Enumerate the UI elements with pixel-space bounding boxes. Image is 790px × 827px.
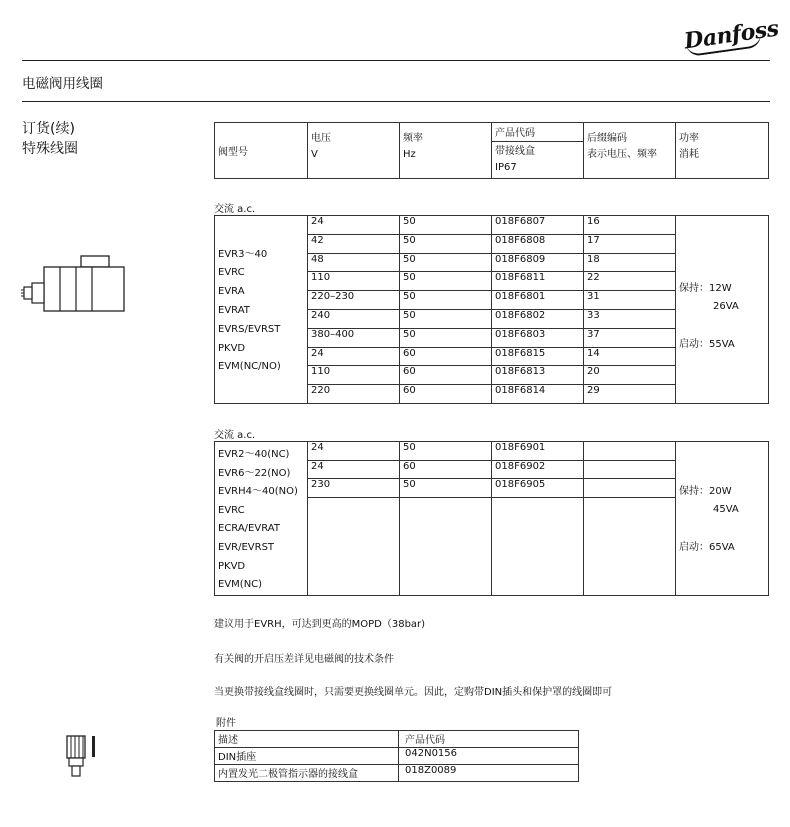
frequency-cell: 60 [400,460,492,479]
code-cell: 018F6803 [492,328,584,347]
valve-model: EVRC [218,504,245,516]
frequency-cell: 50 [400,272,492,291]
frequency-cell: 50 [400,479,492,498]
table2-caption: 交流 a.c. [214,430,256,441]
suffix-cell [584,479,676,498]
suffix-cell: 18 [584,253,676,272]
acc-row-desc: 内置发光二极管指示器的接线盒 [215,765,399,782]
voltage-cell [308,497,400,595]
suffix-cell: 31 [584,291,676,310]
frequency-cell [400,497,492,595]
voltage-cell: 42 [308,234,400,253]
suffix-cell [584,497,676,595]
valve-model: PKVD [218,342,246,354]
voltage-cell: 24 [308,216,400,235]
voltage-cell: 48 [308,253,400,272]
note-1: 建议用于EVRH，可达到更高的MOPD（38bar) [214,619,426,630]
power-hold-va: 45VA [713,504,739,515]
valve-model: EVR3～40 [218,248,268,260]
valve-model: PKVD [218,560,246,572]
frequency-cell: 50 [400,216,492,235]
table-row [215,216,769,235]
valve-model: EVRAT [218,305,250,317]
voltage-cell: 24 [308,347,400,366]
voltage-cell: 220–230 [308,291,400,310]
valve-model: EVM(NC/NO) [218,361,281,373]
valve-list [215,216,308,404]
code-cell: 018F6811 [492,272,584,291]
suffix-cell: 20 [584,366,676,385]
hdr-power: 功率 消耗 [676,123,769,179]
acc-row-code: 042N0156 [399,748,579,765]
voltage-cell: 24 [308,442,400,461]
hdr-code: 产品代码 带接线盒 IP67 [492,123,584,179]
valve-model: EVR/EVRST [218,541,275,553]
side-title [22,119,78,159]
suffix-cell: 16 [584,216,676,235]
suffix-cell: 33 [584,309,676,328]
suffix-cell [584,442,676,461]
note-3: 当更换带接线盒线圈时，只需要更换线圈单元。因此，定购带DIN插头和保护罩的线圈即可 [214,687,613,698]
frequency-cell: 50 [400,328,492,347]
code-cell: 018F6902 [492,460,584,479]
code-cell: 018F6802 [492,309,584,328]
frequency-cell: 60 [400,385,492,404]
valve-model: EVM(NC) [218,579,263,591]
title-rule [22,101,770,102]
frequency-cell: 60 [400,366,492,385]
frequency-cell: 50 [400,253,492,272]
acc-row-desc: DIN插座 [215,748,399,765]
code-cell: 018F6901 [492,442,584,461]
valve-model: EVRC [218,267,245,279]
code-cell: 018F6808 [492,234,584,253]
voltage-cell: 110 [308,366,400,385]
coil-table-1 [214,215,769,404]
side-title-line-1: 订货(续) [22,121,75,137]
valve-model: EVRA [218,286,245,298]
power-hold-va: 26VA [713,301,739,312]
hdr-voltage: 电压 V [308,123,400,179]
acc-hdr-code: 产品代码 [399,731,579,748]
power-cell [676,216,769,404]
valve-model: EVRH4～40(NO) [218,486,298,498]
din-plug-icon [64,733,100,779]
suffix-cell: 37 [584,328,676,347]
danfoss-logo: Danfoss [682,15,781,55]
table-row [215,442,769,461]
power-start: 启动：55VA [679,339,735,350]
frequency-cell: 60 [400,347,492,366]
top-rule [22,60,770,61]
valve-list [215,442,308,596]
frequency-cell: 50 [400,309,492,328]
frequency-cell: 50 [400,234,492,253]
hdr-frequency: 频率 Hz [400,123,492,179]
valve-model: EVR6～22(NO) [218,467,291,479]
code-cell: 018F6905 [492,479,584,498]
code-cell: 018F6807 [492,216,584,235]
suffix-cell: 17 [584,234,676,253]
coil-icon [18,253,128,315]
valve-model: EVRS/EVRST [218,323,281,335]
coil-table-2 [214,441,769,596]
side-title-line-2: 特殊线圈 [22,141,78,157]
frequency-cell: 50 [400,442,492,461]
valve-model: EVR2～40(NC) [218,449,290,460]
power-hold: 保持：20W [679,486,732,497]
accessories-caption: 附件 [216,718,236,729]
voltage-cell: 24 [308,460,400,479]
voltage-cell: 380–400 [308,328,400,347]
acc-row-code: 018Z0089 [399,765,579,782]
note-2: 有关阀的开启压差详见电磁阀的技术条件 [214,654,394,665]
code-cell: 018F6813 [492,366,584,385]
hdr-suffix: 后缀编码 表示电压、频率 [584,123,676,179]
page-title: 电磁阀用线圈 [22,76,103,92]
code-cell: 018F6815 [492,347,584,366]
acc-hdr-desc: 描述 [215,731,399,748]
accessories-table [214,730,579,782]
frequency-cell: 50 [400,291,492,310]
power-start: 启动：65VA [679,542,735,553]
header-table [214,122,769,179]
voltage-cell: 240 [308,309,400,328]
hdr-valve-type: 阀型号 [215,123,308,179]
table1-caption: 交流 a.c. [214,204,256,215]
code-cell: 018F6814 [492,385,584,404]
voltage-cell: 230 [308,479,400,498]
valve-model: ECRA/EVRAT [218,523,280,535]
power-cell [676,442,769,596]
voltage-cell: 220 [308,385,400,404]
code-cell [492,497,584,595]
power-hold: 保持：12W [679,283,732,294]
voltage-cell: 110 [308,272,400,291]
suffix-cell [584,460,676,479]
suffix-cell: 22 [584,272,676,291]
suffix-cell: 14 [584,347,676,366]
code-cell: 018F6801 [492,291,584,310]
suffix-cell: 29 [584,385,676,404]
code-cell: 018F6809 [492,253,584,272]
